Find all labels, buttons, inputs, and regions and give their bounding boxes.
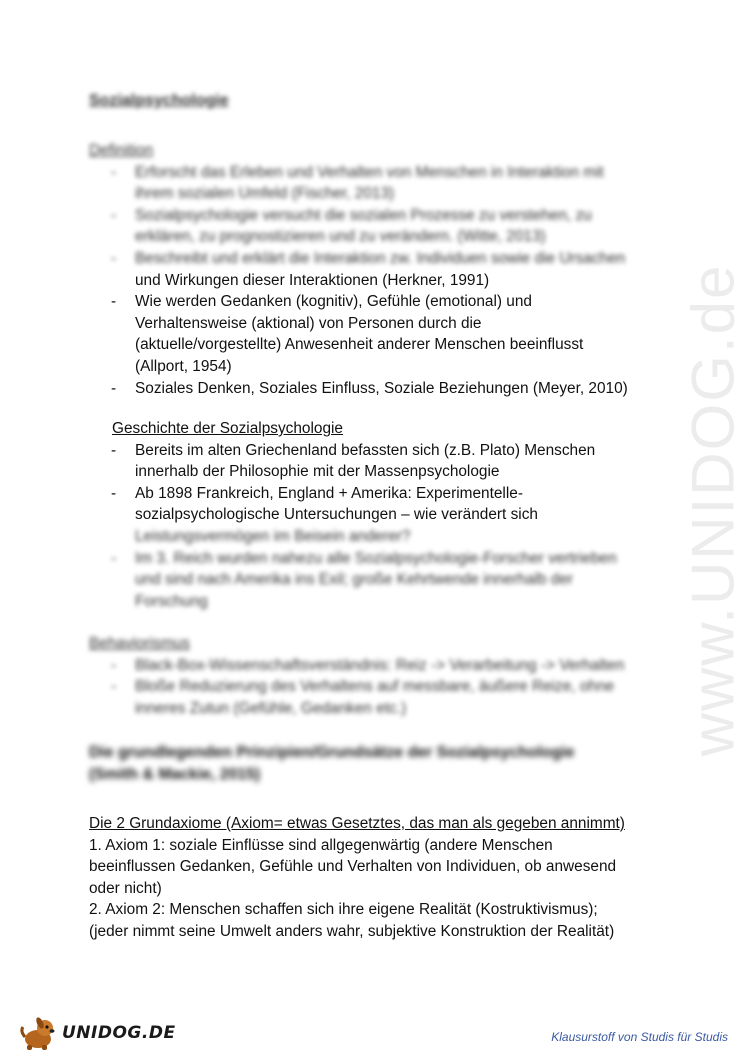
footer-logo bbox=[18, 1014, 176, 1052]
history-list bbox=[89, 440, 669, 613]
list-item: - Black-Box-Wissenschaftsverständnis: Reiz -> Verarbeitung -> Verhalten bbox=[111, 656, 625, 674]
behaviorism-section bbox=[89, 633, 669, 719]
history-section bbox=[89, 418, 669, 612]
axiom-line: (jeder nimmt seine Umwelt anders wahr, subjektive Konstruktion der Realität) bbox=[89, 922, 615, 940]
axioms-heading: Die 2 Grundaxiome (Axiom= etwas Gesetztes, das man als gegeben annimmt) bbox=[89, 815, 625, 832]
list-item: - Erforscht das Erleben und Verhalten von Menschen in Interaktion mit ihrem sozialen Umfeld (Fischer, 2013) bbox=[111, 163, 604, 203]
behaviorism-list bbox=[89, 655, 669, 720]
footer-claim: Klausurstoff von Studis für Studis bbox=[551, 1030, 728, 1044]
definition-section bbox=[89, 140, 669, 399]
axioms-section bbox=[89, 813, 689, 943]
axiom-line: oder nicht) bbox=[89, 879, 162, 897]
behaviorism-heading: Behaviorismus bbox=[89, 635, 190, 652]
axiom-line: 1. Axiom 1: soziale Einflüsse sind allgegenwärtig (andere Menschen bbox=[89, 836, 553, 854]
page-title: Sozialpsychologie bbox=[89, 92, 229, 109]
list-item: - Bloße Reduzierung des Verhaltens auf messbare, äußere Reize, ohne inneres Zutun (Gefühle, Gedanken etc.) bbox=[111, 678, 615, 717]
axiom-line: 2. Axiom 2: Menschen schaffen sich ihre eigene Realität (Kostruktivismus); bbox=[89, 901, 598, 919]
list-item: - Beschreibt und erklärt die Interaktion zw. Individuen sowie die Ursachen und Wirkungen dieser Interaktionen (Herkner, 1991) bbox=[111, 249, 626, 289]
list-item: - Sozialpsychologie versucht die sozialen Prozesse zu verstehen, zu erklären, zu prognostizieren und zu verändern. (Witte, 2013) bbox=[111, 206, 592, 246]
axiom-line: beeinflussen Gedanken, Gefühle und Verhalten von Individuen, ob anwesend bbox=[89, 858, 617, 876]
footer-logo-text: UNIDOG.DE bbox=[62, 1023, 176, 1043]
list-item: - Soziales Denken, Soziales Einfluss, Soziale Beziehungen (Meyer, 2010) bbox=[111, 379, 628, 397]
list-item: - Ab 1898 Frankreich, England + Amerika: Experimentelle- sozialpsychologische Untersuchungen – wie verändert sich Leistungsvermögen im Beisein anderer? bbox=[111, 484, 538, 545]
list-item: - Im 3. Reich wurden nahezu alle Sozialpsychologie-Forscher vertrieben und sind nach Amerika ins Exil; große Kehrtwende innerhalb der Forschung bbox=[111, 549, 617, 610]
list-item: - Wie werden Gedanken (kognitiv), Gefühle (emotional) und Verhaltensweise (aktional) von Personen durch die (aktuelle/vorgestellte) Anwesenheit anderer Menschen beeinflusst (Allport, 1954) bbox=[111, 293, 584, 375]
history-heading: Geschichte der Sozialpsychologie bbox=[112, 420, 343, 437]
list-item: - Bereits im alten Griechenland befassten sich (z.B. Plato) Menschen innerhalb der Philosophie mit der Massenpsychologie bbox=[111, 441, 596, 481]
watermark: www.UNIDOG.de bbox=[679, 263, 747, 757]
definition-list bbox=[89, 162, 669, 400]
principles-heading: Die grundlegenden Prinzipien/Grundsätze der Sozialpsychologie (Smith & Mackie, 2015) bbox=[89, 744, 575, 783]
definition-heading: Definition bbox=[89, 142, 154, 159]
dog-logo-icon bbox=[18, 1015, 58, 1051]
